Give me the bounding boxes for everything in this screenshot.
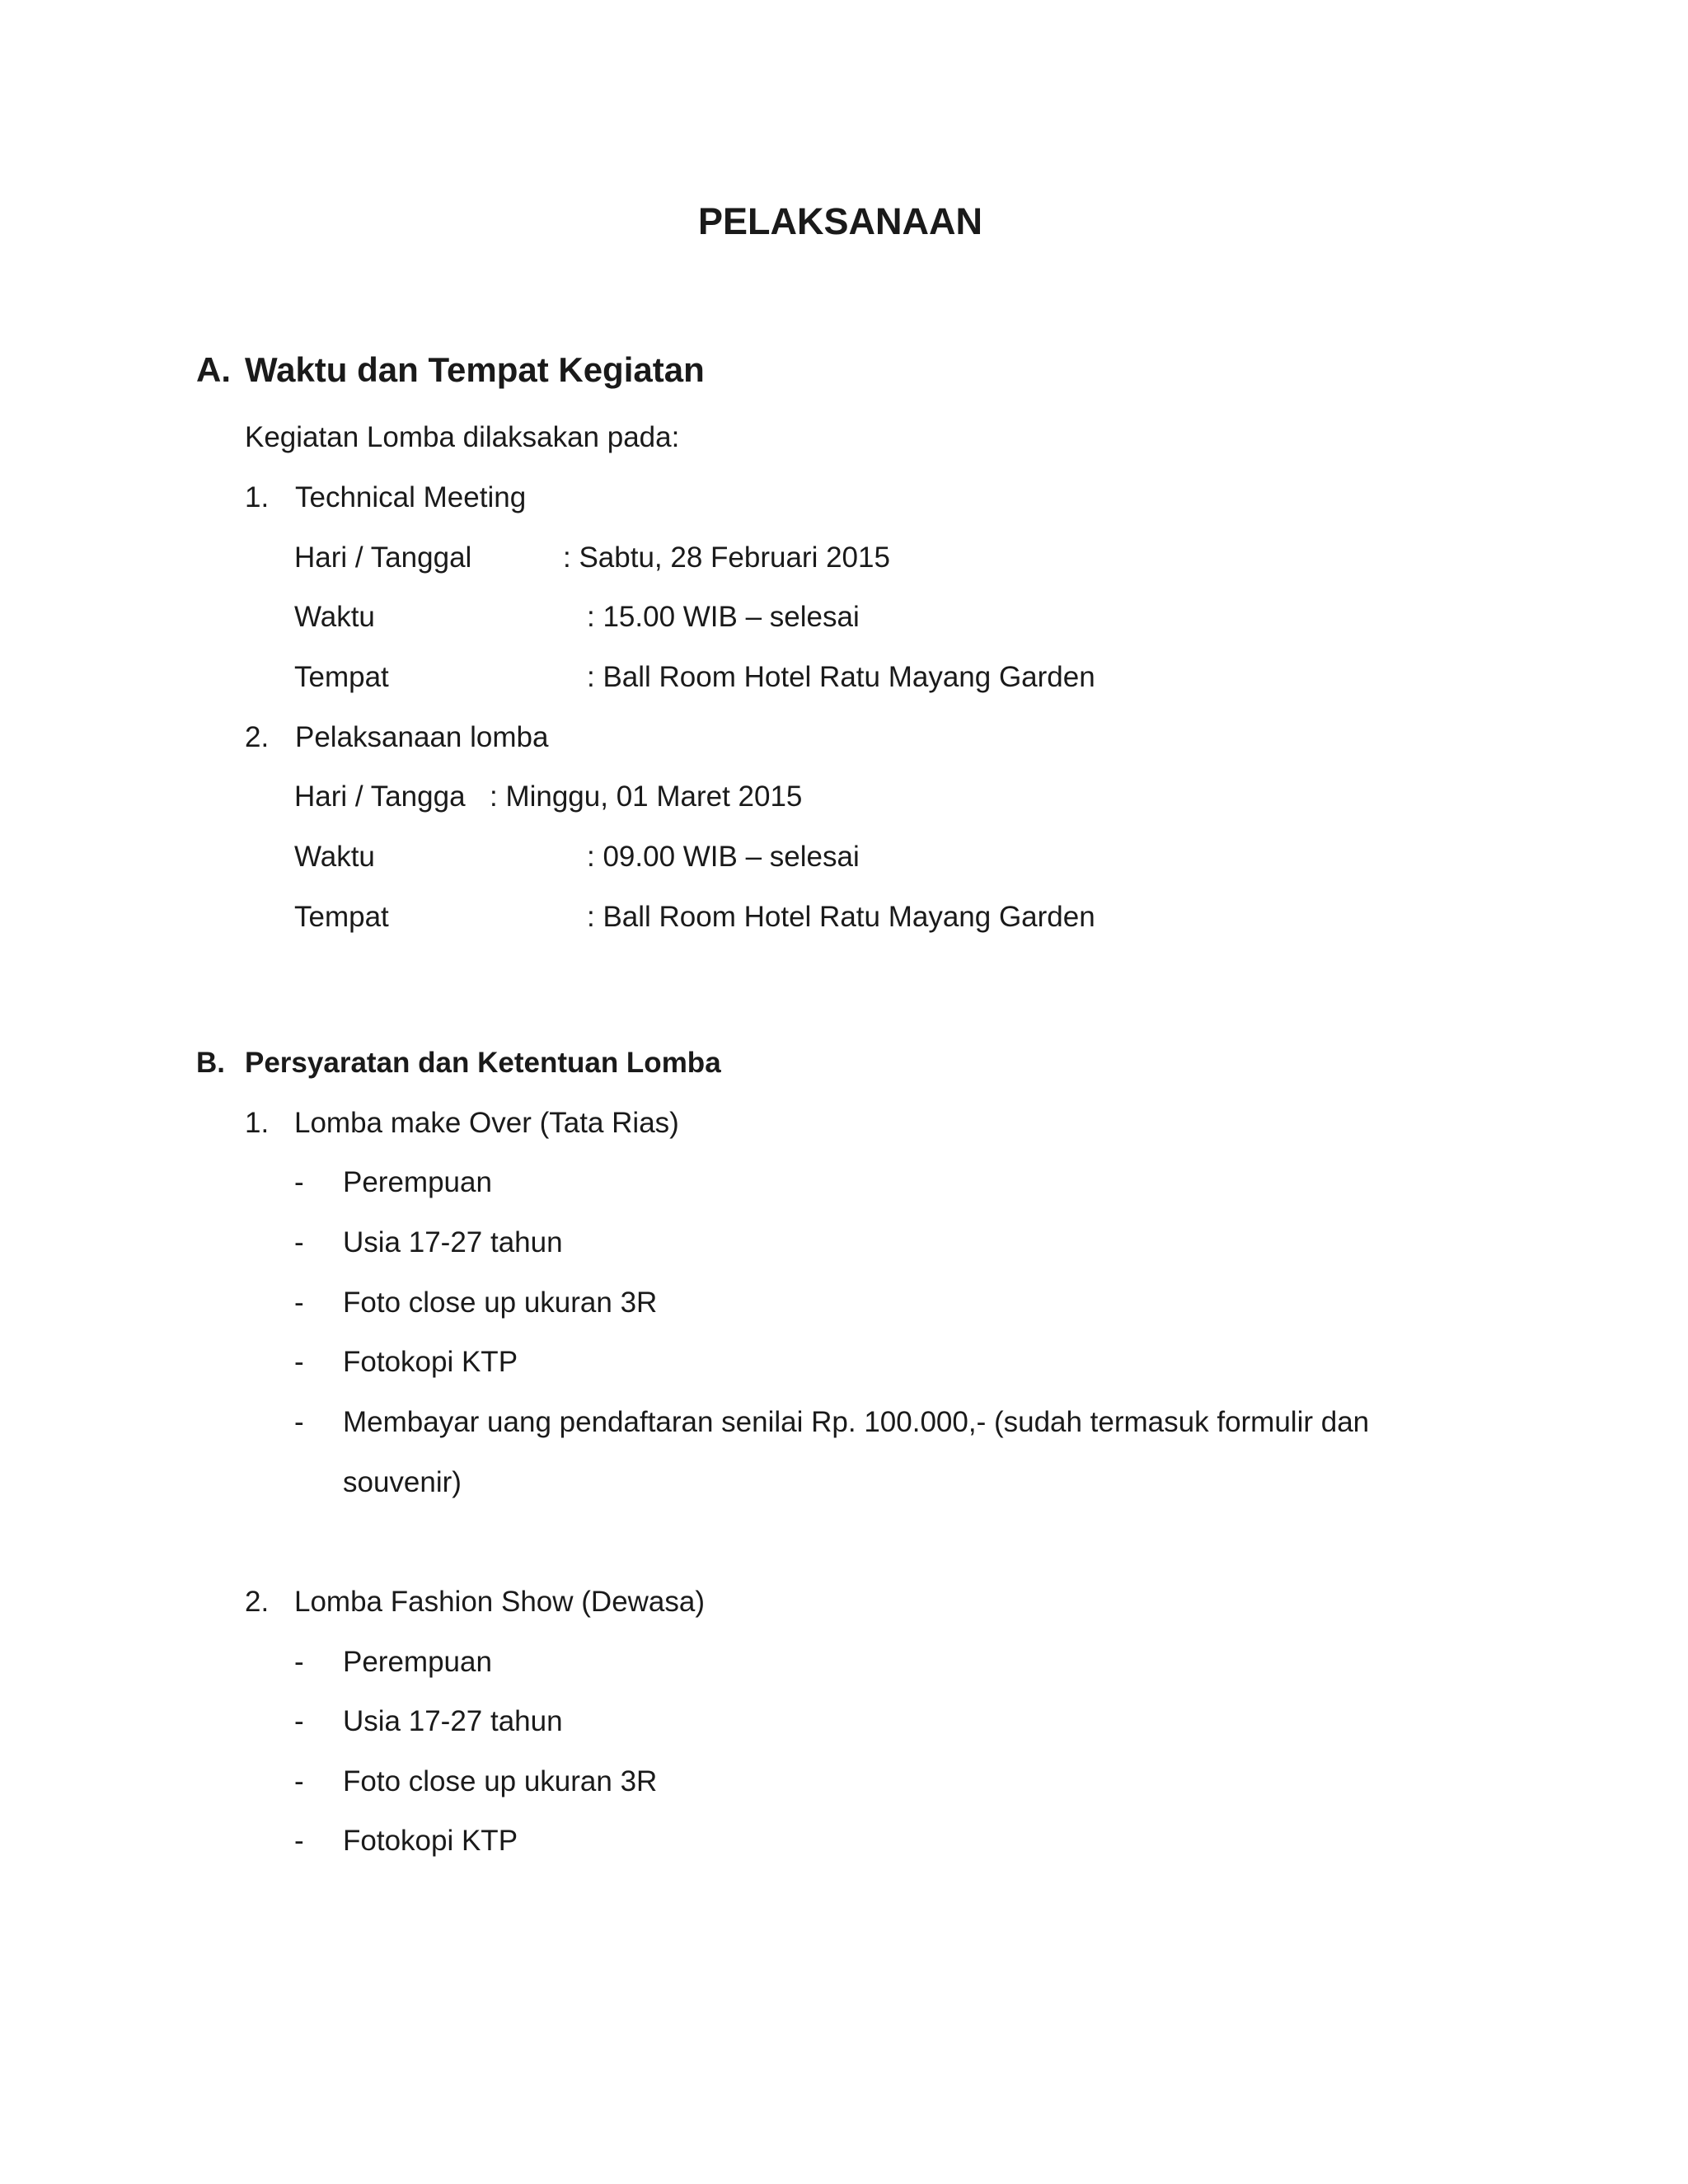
item-title: Lomba Fashion Show (Dewasa) — [294, 1586, 706, 1618]
row-label: Hari / Tanggal — [294, 541, 472, 574]
row-label: Waktu — [294, 601, 375, 633]
item-title: Pelaksanaan lomba — [295, 721, 549, 753]
item-title: Technical Meeting — [295, 481, 527, 513]
bullet-dash: - — [294, 1765, 304, 1797]
bullet-dash: - — [294, 1226, 304, 1258]
bullet-text: Usia 17-27 tahun — [343, 1705, 563, 1737]
section-b-heading: Persyaratan dan Ketentuan Lomba — [245, 1047, 721, 1079]
bullet-dash: - — [294, 1646, 304, 1678]
section-a-intro: Kegiatan Lomba dilaksakan pada: — [245, 421, 680, 453]
row-label: Tempat — [294, 901, 389, 933]
bullet-text: Perempuan — [343, 1646, 492, 1678]
item-number: 1. — [245, 1107, 270, 1139]
row-value: : 09.00 WIB – selesai — [587, 841, 860, 873]
bullet-dash: - — [294, 1825, 304, 1857]
bullet-dash: - — [294, 1346, 304, 1378]
page-title: PELAKSANAAN — [698, 200, 983, 242]
bullet-text: Fotokopi KTP — [343, 1346, 518, 1378]
bullet-dash: - — [294, 1705, 304, 1737]
row-value: : Minggu, 01 Maret 2015 — [490, 780, 803, 813]
bullet-text-continued: souvenir) — [343, 1466, 462, 1498]
item-number: 2. — [245, 721, 270, 753]
bullet-text: Fotokopi KTP — [343, 1825, 518, 1857]
bullet-text: Usia 17-27 tahun — [343, 1226, 563, 1258]
item-title: Lomba make Over (Tata Rias) — [294, 1107, 679, 1139]
section-a-letter: A. — [196, 350, 231, 389]
row-value: : 15.00 WIB – selesai — [587, 601, 860, 633]
row-label: Waktu — [294, 841, 375, 873]
row-value: : Sabtu, 28 Februari 2015 — [563, 541, 890, 574]
section-b-letter: B. — [196, 1047, 225, 1079]
bullet-text: Membayar uang pendaftaran senilai Rp. 100.000,- (sudah termasuk formulir dan — [343, 1406, 1370, 1438]
row-value: : Ball Room Hotel Ratu Mayang Garden — [587, 661, 1095, 693]
section-a-heading: Waktu dan Tempat Kegiatan — [245, 350, 705, 389]
row-value: : Ball Room Hotel Ratu Mayang Garden — [587, 901, 1095, 933]
bullet-dash: - — [294, 1406, 304, 1438]
bullet-dash: - — [294, 1166, 304, 1198]
row-label: Tempat — [294, 661, 389, 693]
item-number: 1. — [245, 481, 270, 513]
bullet-dash: - — [294, 1286, 304, 1319]
bullet-text: Foto close up ukuran 3R — [343, 1765, 658, 1797]
bullet-text: Perempuan — [343, 1166, 492, 1198]
row-label: Hari / Tangga — [294, 780, 466, 813]
bullet-text: Foto close up ukuran 3R — [343, 1286, 658, 1319]
item-number: 2. — [245, 1586, 270, 1618]
